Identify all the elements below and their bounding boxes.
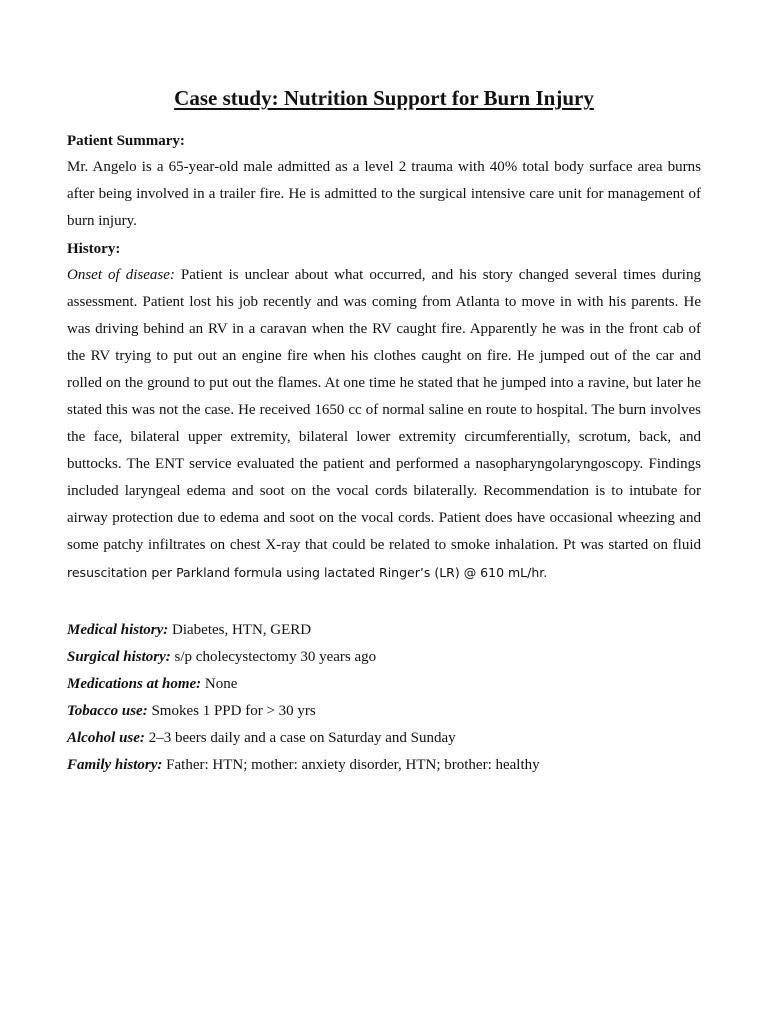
medications-value: None bbox=[201, 676, 238, 692]
surgical-history-value: s/p cholecystectomy 30 years ago bbox=[170, 649, 377, 665]
surgical-history-label: Surgical history: bbox=[67, 649, 171, 665]
onset-of-disease-label: Onset of disease: bbox=[67, 267, 175, 283]
alcohol-use-item bbox=[67, 725, 701, 752]
medical-history-label: Medical history: bbox=[67, 622, 169, 638]
family-history-value: Father: HTN; mother: anxiety disorder, HTN; brother: healthy bbox=[162, 757, 540, 773]
alcohol-use-label: Alcohol use: bbox=[67, 730, 145, 746]
medical-history-item bbox=[67, 617, 701, 644]
medications-label: Medications at home: bbox=[67, 676, 202, 692]
tobacco-use-item bbox=[67, 698, 701, 725]
history-heading: History: bbox=[67, 241, 121, 257]
family-history-label: Family history: bbox=[67, 757, 163, 773]
tobacco-use-value: Smokes 1 PPD for > 30 yrs bbox=[147, 703, 316, 719]
onset-of-disease-text: Patient is unclear about what occurred, and his story changed several times during assessment. Patient lost his job recently and was coming from Atlanta to move in with his parents. He was driving behind an RV in a caravan when the RV caught fire. Apparently he was in the front cab of the RV trying to put out an engine fire when his clothes caught on fire. He jumped out of the car and rolled on the ground to put out the flames. At one time he stated that he jumped into a ravine, but later he stated this was not the case. He received 1650 cc of normal saline en route to hospital. The burn involves the face, bilateral upper extremity, bilateral lower extremity circumferentially, scrotum, back, and buttocks. The ENT service evaluated the patient and performed a nasopharyngolaryngoscopy. Findings included laryngeal edema and soot on the vocal cords bilaterally. Recommendation is to intubate for airway protection due to edema and soot on the vocal cords. Patient does have occasional wheezing and some patchy infiltrates on chest X-ray that could be related to smoke inhalation. Pt was started on fluid bbox=[67, 267, 701, 553]
history-details-list bbox=[67, 617, 701, 779]
medical-history-value: Diabetes, HTN, GERD bbox=[168, 622, 312, 638]
surgical-history-item bbox=[67, 644, 701, 671]
onset-of-disease-paragraph bbox=[67, 262, 701, 587]
document-title: Case study: Nutrition Support for Burn Injury bbox=[174, 86, 594, 110]
family-history-item bbox=[67, 752, 701, 779]
tobacco-use-label: Tobacco use: bbox=[67, 703, 148, 719]
medications-item bbox=[67, 671, 701, 698]
patient-summary-heading: Patient Summary: bbox=[67, 133, 185, 149]
alcohol-use-value: 2–3 beers daily and a case on Saturday and Sunday bbox=[144, 730, 456, 746]
patient-summary-text: Mr. Angelo is a 65-year-old male admitted as a level 2 trauma with 40% total body surface area burns after being involved in a trailer fire. He is admitted to the surgical intensive care unit for management of burn injury. bbox=[67, 159, 701, 229]
onset-of-disease-tail: resuscitation per Parkland formula using lactated Ringer’s (LR) @ 610 mL/hr. bbox=[67, 565, 548, 580]
